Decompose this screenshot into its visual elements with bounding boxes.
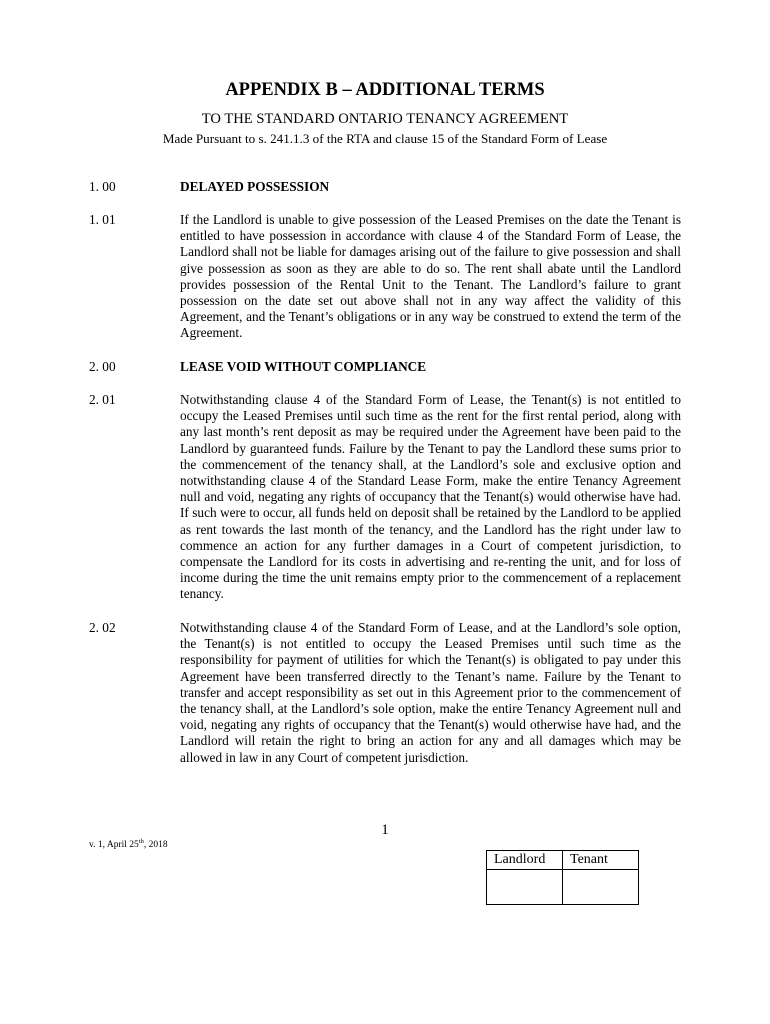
version-superscript: th bbox=[138, 838, 144, 845]
tenant-initials-cell[interactable] bbox=[563, 870, 639, 905]
landlord-initials-cell[interactable] bbox=[487, 870, 563, 905]
clause-number: 2. 02 bbox=[89, 620, 116, 635]
tenant-label: Tenant bbox=[563, 851, 639, 870]
section-number: 1. 00 bbox=[89, 179, 116, 194]
initials-table bbox=[486, 850, 639, 905]
clause-text: Notwithstanding clause 4 of the Standard Form of Lease, and at the Landlord’s sole option, the Tenant(s) is not entitled to occupy the Leased Premises until such time as the responsibility for payment of utilities for which the Tenant(s) is obligated to pay under this Agreement have been transferred directly to the Tenant’s name. Failure by the Tenant to transfer and accept responsibility as set out in this Agreement prior to the commencement of the tenancy shall, at the Landlord’s sole option, make the entire Tenancy Agreement null and void, negating any rights of occupancy that the Tenant(s) would otherwise have had, and the Landlord will retain the right to bring an action for any and all damages which may be allowed in law in any Court of competent jurisdiction. bbox=[180, 620, 681, 765]
version-label bbox=[89, 838, 168, 850]
page-number: 1 bbox=[381, 822, 389, 838]
document-subheading: Made Pursuant to s. 241.1.3 of the RTA and clause 15 of the Standard Form of Lease bbox=[162, 131, 608, 146]
section-number: 2. 00 bbox=[89, 359, 116, 374]
section-heading-lease-void: LEASE VOID WITHOUT COMPLIANCE bbox=[180, 359, 427, 374]
clause-number: 2. 01 bbox=[89, 392, 116, 407]
section-heading-delayed-possession: DELAYED POSSESSION bbox=[180, 179, 330, 194]
document-title: APPENDIX B – ADDITIONAL TERMS bbox=[225, 80, 545, 100]
landlord-label: Landlord bbox=[487, 851, 563, 870]
clause-text: Notwithstanding clause 4 of the Standard Form of Lease, the Tenant(s) is not entitled to occupy the Leased Premises until such time as the rent for the first rental period, along with any last month’s rent deposit as may be required under the Agreement have been paid to the Landlord by guaranteed funds. Failure by the Tenant to pay the Landlord these sums prior to the commencement of the tenancy shall, at the Landlord’s sole and exclusive option and notwithstanding clause 4 of the Standard Lease Form, make the entire Tenancy Agreement null and void, negating any rights of occupancy that the Tenant(s) would otherwise have had. If such were to occur, all funds held on deposit shall be retained by the Landlord to be applied as rent towards the last month of the tenancy, and the Landlord has the right under law to commence an action for any further damages in a Court of competent jurisdiction, to compensate the Landlord for its costs in advertising and re-renting the unit, and for loss of income during the time the unit remains empty prior to the commencement of a replacement tenancy. bbox=[180, 392, 681, 602]
clause-text: If the Landlord is unable to give possession of the Leased Premises on the date the Tenant is entitled to have possession in accordance with clause 4 of the Standard Form of Lease, the Landlord shall not be liable for damages arising out of the failure to give possession and shall give possession as soon as they are able to do so. The rent shall abate until the Landlord provides possession of the Rental Unit to the Tenant. The Landlord’s failure to grant possession on the date set out above shall not in any way affect the validity of this Agreement, and the Tenant’s obligations or in any way be construed to extend the term of the Agreement. bbox=[180, 212, 681, 341]
clause-number: 1. 01 bbox=[89, 212, 116, 227]
version-prefix: v. 1, April 25 bbox=[89, 840, 139, 851]
document-subtitle: TO THE STANDARD ONTARIO TENANCY AGREEMENT bbox=[201, 111, 569, 127]
version-suffix: , 2018 bbox=[143, 840, 168, 851]
